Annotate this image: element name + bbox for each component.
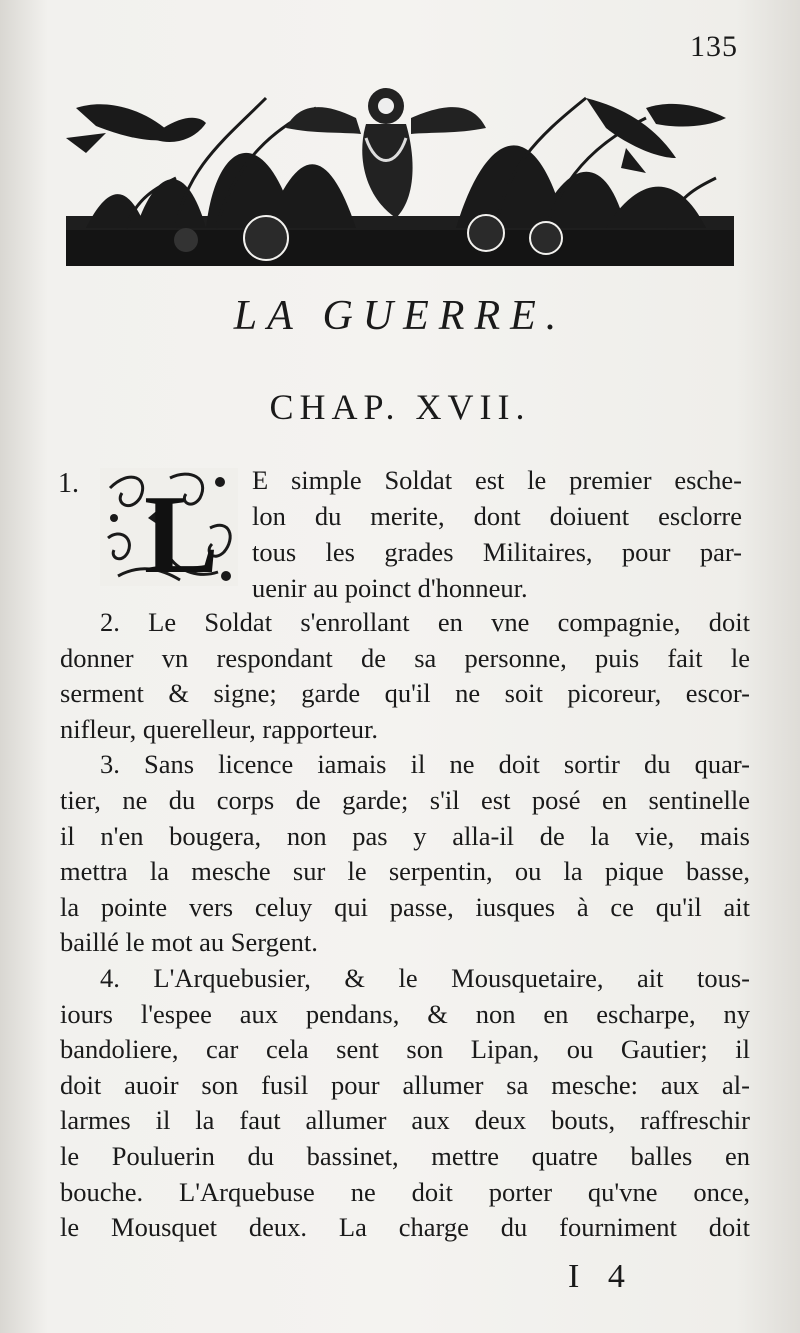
decorated-initial (100, 468, 238, 586)
page-number: 135 (690, 30, 738, 63)
text-line: la pointe vers celuy qui passe, iusques à ce qu'il ait (60, 891, 750, 922)
text-line: 2. Le Soldat s'enrollant en vne compagnie, doit (100, 607, 750, 637)
text-line: bouche. L'Arquebuse ne doit porter qu'vne once, (60, 1176, 750, 1207)
chapter-heading: CHAP. XVII. (269, 387, 531, 427)
text-line: lon du merite, dont doiuent esclorre (252, 501, 742, 531)
text-line: iours l'espee aux pendans, & non en escharpe, ny (60, 998, 750, 1029)
article-number: 1. (58, 468, 79, 499)
article-1-text (252, 462, 742, 606)
body-text (60, 605, 750, 1246)
book-title: LA GUERRE. (233, 293, 567, 339)
text-line: nifleur, querelleur, rapporteur. (60, 713, 378, 744)
text-line: E simple Soldat est le premier esche- (252, 465, 742, 495)
woodcut-headpiece (66, 78, 734, 268)
text-line: tous les grades Militaires, pour par- (252, 537, 742, 567)
text-line: 3. Sans licence iamais il ne doit sortir du quar- (100, 749, 750, 780)
text-line: le Pouluerin du bassinet, mettre quatre balles en (60, 1140, 750, 1171)
text-line: le Mousquet deux. La charge du fourniment doit (60, 1212, 750, 1243)
text-line: bandoliere, car cela sent son Lipan, ou Gautier; il (60, 1034, 750, 1065)
text-line: tier, ne du corps de garde; s'il est posé en sentinelle (60, 784, 750, 815)
signature-mark: I 4 (568, 1258, 635, 1295)
text-line: larmes il la faut allumer aux deux bouts, raffreschir (60, 1105, 750, 1136)
drop-cap-letter: L (144, 473, 219, 586)
text-line: serment & signe; garde qu'il ne soit picoreur, escor- (60, 678, 750, 709)
text-line: baillé le mot au Sergent. (60, 927, 318, 958)
text-line: donner vn respondant de sa personne, puis fait le (60, 642, 750, 673)
text-line: il n'en bougera, non pas y alla-il de la vie, mais (60, 820, 750, 851)
text-line: 4. L'Arquebusier, & le Mousquetaire, ait tous- (100, 962, 750, 993)
text-line: uenir au poinct d'honneur. (252, 573, 528, 603)
text-line: doit auoir son fusil pour allumer sa mesche: aux al- (60, 1069, 750, 1100)
text-line: mettra la mesche sur le serpentin, ou la pique basse, (60, 856, 750, 887)
